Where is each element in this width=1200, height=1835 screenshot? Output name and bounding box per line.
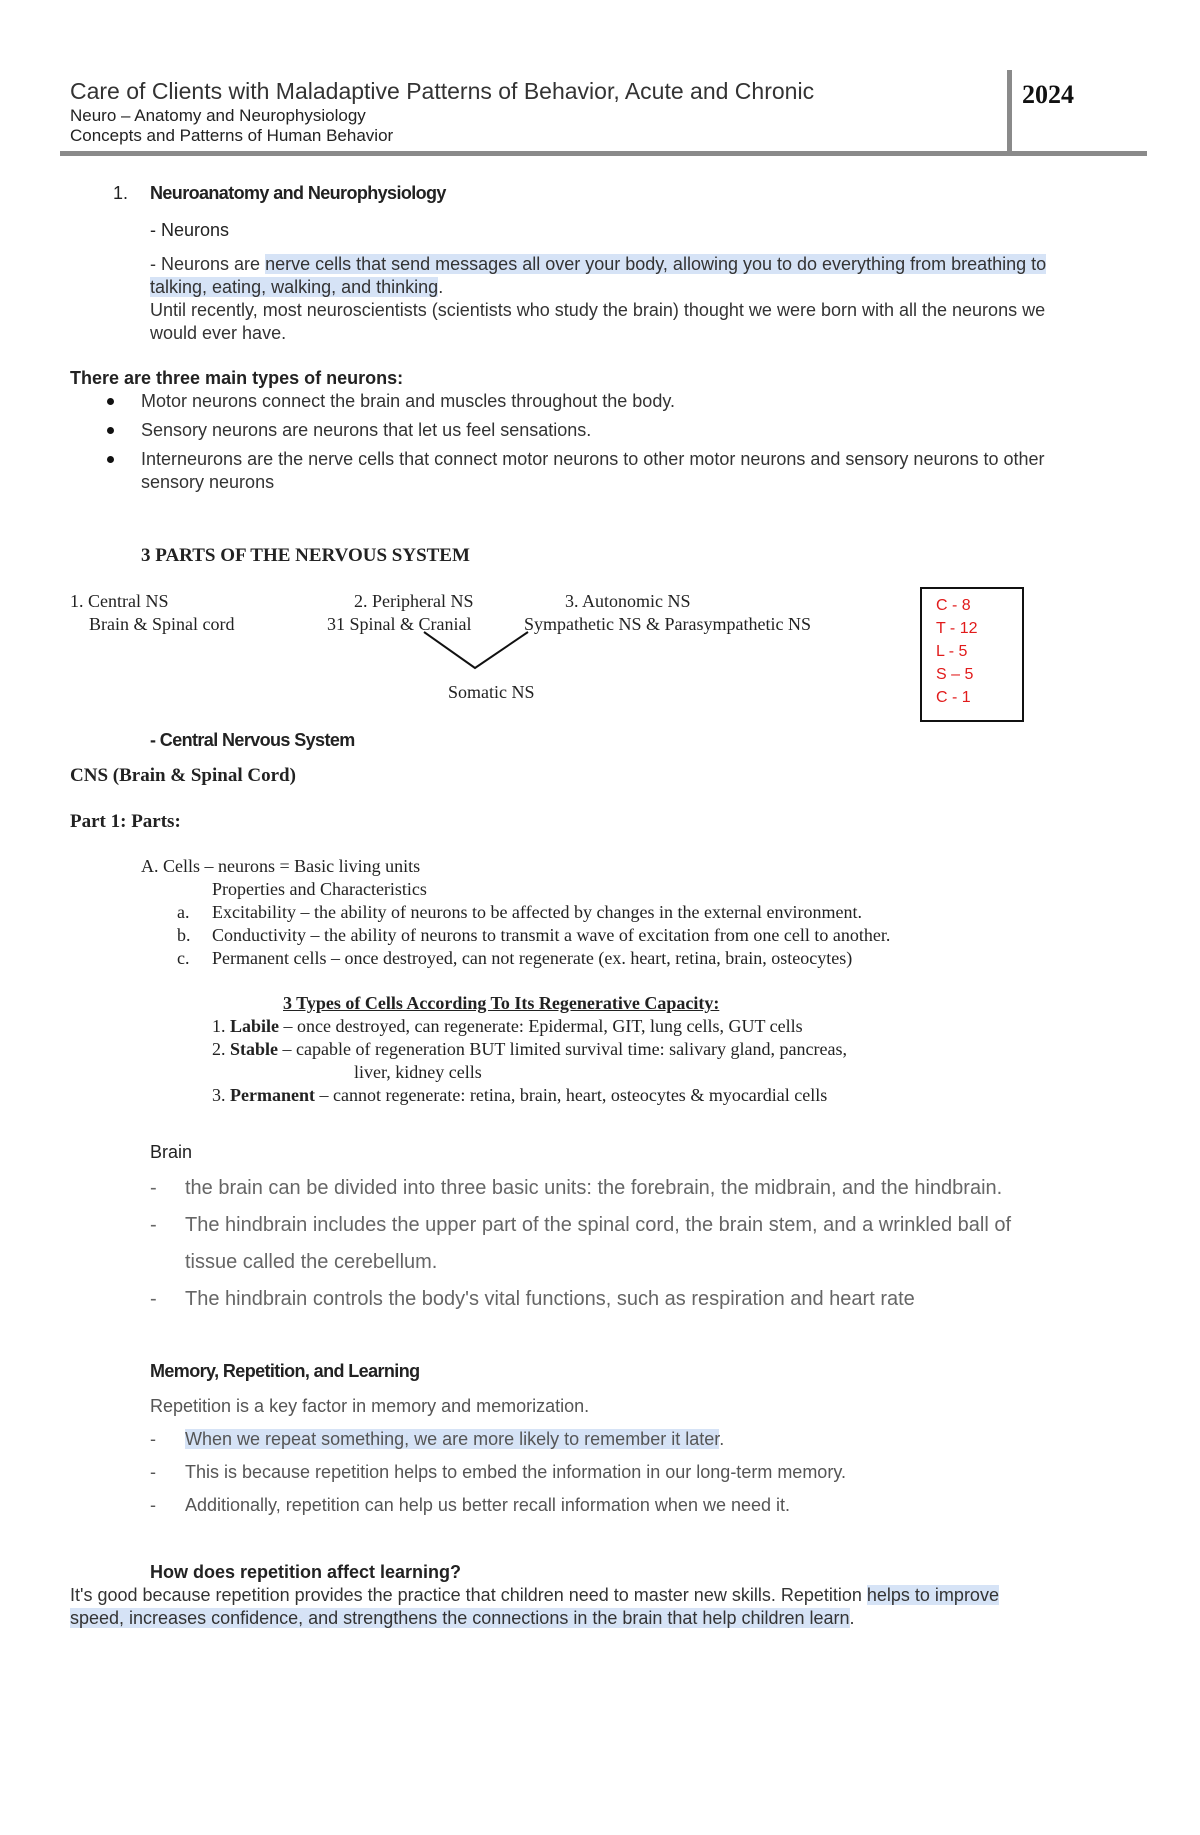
paragraph-line: speed, increases confidence, and strengthens the connections in the brain that help children learn. [70, 1608, 855, 1628]
list-marker: c. [177, 948, 190, 968]
list-subheading: Properties and Characteristics [212, 879, 427, 899]
section-heading: How does repetition affect learning? [150, 1562, 462, 1582]
spinal-nerve-count: S – 5 [936, 666, 974, 683]
dash-icon: - [150, 1214, 157, 1236]
dash-icon: - [150, 1495, 156, 1515]
list-item: Additionally, repetition can help us better recall information when we need it. [185, 1495, 791, 1515]
highlighted-text: helps to improve [866, 1585, 999, 1605]
list-item: 3. Permanent – cannot regenerate: retina, brain, heart, osteocytes & myocardial cells [212, 1085, 828, 1105]
bullet-icon [107, 427, 114, 434]
list-item: Sensory neurons are neurons that let us feel sensations. [141, 420, 592, 440]
dash-icon: - [150, 1288, 157, 1310]
dash-icon: - [150, 1177, 157, 1199]
list-item: 1. Labile – once destroyed, can regenerate: Epidermal, GIT, lung cells, GUT cells [212, 1016, 803, 1036]
highlighted-text: nerve cells that send messages all over your body, allowing you to do everything from breathing to [265, 254, 1047, 274]
section-heading: 3 PARTS OF THE NERVOUS SYSTEM [141, 545, 470, 566]
paragraph-line: talking, eating, walking, and thinking. [150, 277, 444, 297]
list-item: The hindbrain includes the upper part of the spinal cord, the brain stem, and a wrinkled ball of [185, 1214, 1012, 1236]
list-item: When we repeat something, we are more likely to remember it later. [185, 1429, 725, 1449]
list-item: 2. Stable – capable of regeneration BUT limited survival time: salivary gland, pancreas, [212, 1039, 847, 1059]
paragraph-line: - Neurons are nerve cells that send messages all over your body, allowing you to do everything from breathing to [150, 254, 1047, 274]
ns-part-desc: 31 Spinal & Cranial [327, 614, 472, 634]
ns-part-desc: Sympathetic NS & Parasympathetic NS [524, 614, 811, 634]
spinal-nerve-count: L - 5 [936, 643, 968, 660]
list-marker: b. [177, 925, 191, 945]
paragraph-line: Until recently, most neuroscientists (scientists who study the brain) thought we were born with all the neurons we [150, 300, 1046, 320]
ns-subpart: Somatic NS [448, 682, 535, 702]
branch-connector [420, 628, 540, 674]
bullet-icon [107, 398, 114, 405]
subheading: Part 1: Parts: [70, 811, 181, 832]
section-number: 1. [113, 183, 129, 203]
highlighted-text: speed, increases confidence, and strengthens the connections in the brain that help children learn [70, 1608, 850, 1628]
list-item: Interneurons are the nerve cells that connect motor neurons to other motor neurons and sensory neurons to other [141, 449, 1045, 469]
spinal-nerve-count: C - 8 [936, 597, 971, 614]
highlighted-text: When we repeat something, we are more likely to remember it later [185, 1429, 720, 1449]
ns-part-title: 1. Central NS [70, 591, 169, 611]
list-item: liver, kidney cells [354, 1062, 482, 1082]
ns-part-desc: Brain & Spinal cord [89, 614, 235, 634]
paragraph-line: It's good because repetition provides the practice that children need to master new skills. Repetition helps to improve [70, 1585, 999, 1605]
list-item: Excitability – the ability of neurons to be affected by changes in the external environment. [212, 902, 862, 922]
list-item: The hindbrain controls the body's vital functions, such as respiration and heart rate [185, 1288, 915, 1310]
header-divider [1007, 70, 1012, 154]
list-item: This is because repetition helps to embed the information in our long-term memory. [185, 1462, 846, 1482]
spinal-nerve-count: C - 1 [936, 689, 971, 706]
section-heading: Neuroanatomy and Neurophysiology [150, 183, 446, 203]
list-item: sensory neurons [141, 472, 275, 492]
list-item: the brain can be divided into three basic units: the forebrain, the midbrain, and the hindbrain. [185, 1177, 1003, 1199]
paragraph: Repetition is a key factor in memory and memorization. [150, 1396, 590, 1416]
list-item: Conductivity – the ability of neurons to transmit a wave of excitation from one cell to another. [212, 925, 891, 945]
dash-icon: - [150, 1462, 156, 1482]
document-subtitle: Neuro – Anatomy and Neurophysiology [70, 106, 366, 125]
highlighted-text: talking, eating, walking, and thinking [150, 277, 439, 297]
dash-icon: - [150, 1429, 156, 1449]
subheading: Brain [150, 1142, 193, 1162]
document-title: Care of Clients with Maladaptive Patterns of Behavior, Acute and Chronic [70, 78, 815, 104]
header-rule [60, 151, 1147, 156]
document-subtitle: Concepts and Patterns of Human Behavior [70, 126, 394, 145]
list-heading: A. Cells – neurons = Basic living units [141, 856, 421, 876]
list-heading: There are three main types of neurons: [70, 368, 404, 388]
list-item: Permanent cells – once destroyed, can not regenerate (ex. heart, retina, brain, osteocytes) [212, 948, 853, 968]
spinal-nerve-count: T - 12 [936, 620, 978, 637]
list-marker: a. [177, 902, 190, 922]
spinal-nerves-box [920, 587, 1024, 722]
list-item: tissue called the cerebellum. [185, 1251, 438, 1273]
bullet-icon [107, 456, 114, 463]
ns-part-title: 3. Autonomic NS [565, 591, 691, 611]
subheading: - Neurons [150, 220, 230, 240]
list-item: Motor neurons connect the brain and muscles throughout the body. [141, 391, 675, 411]
subheading: - Central Nervous System [150, 730, 355, 750]
ns-part-title: 2. Peripheral NS [354, 591, 474, 611]
subheading: CNS (Brain & Spinal Cord) [70, 765, 296, 786]
paragraph-line: would ever have. [150, 323, 287, 343]
document-year: 2024 [1022, 80, 1074, 109]
section-heading: Memory, Repetition, and Learning [150, 1361, 420, 1381]
list-heading: 3 Types of Cells According To Its Regenerative Capacity: [283, 993, 720, 1013]
